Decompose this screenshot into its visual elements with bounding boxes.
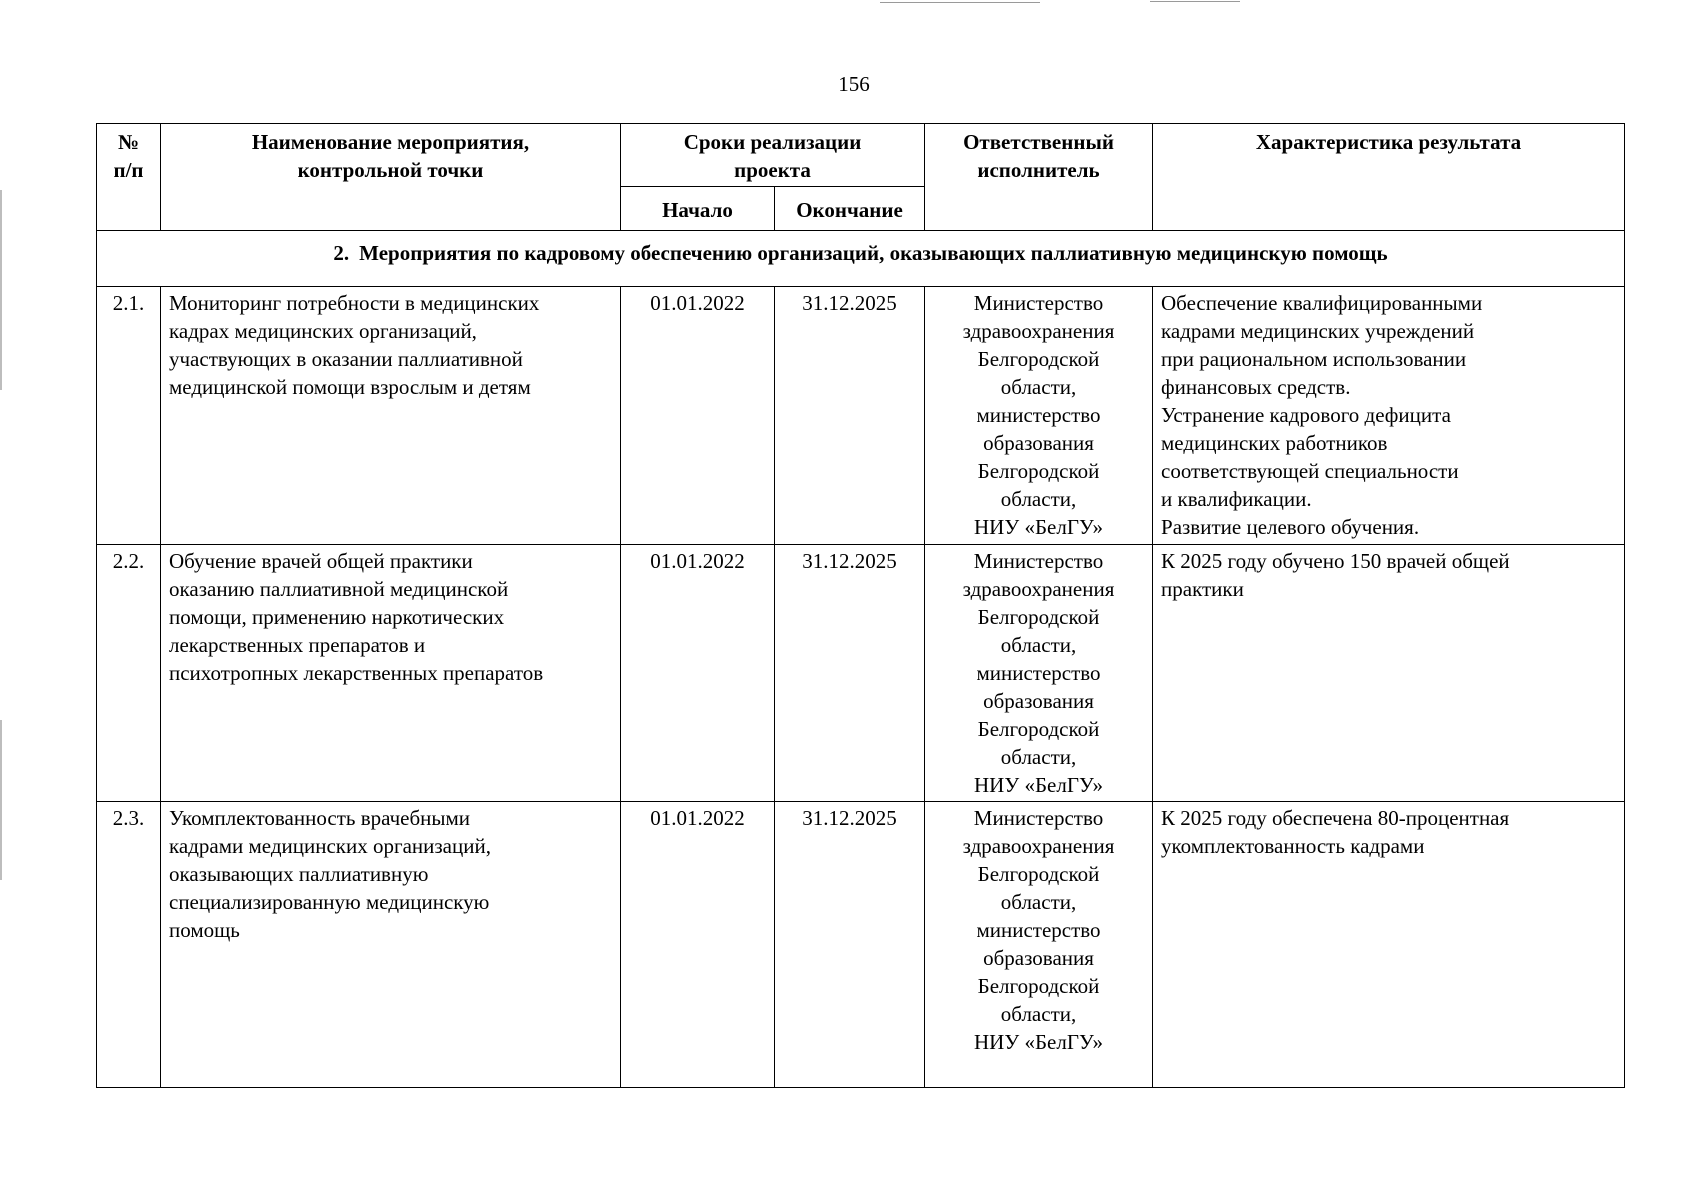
section-title-text: Мероприятия по кадровому обеспечению организаций, оказывающих паллиативную медицинскую помощь [359,241,1388,265]
table-header-row [97,124,1625,187]
scan-edge-left-2 [0,720,2,880]
header-end: Окончание [775,187,925,231]
row-end-date: 31.12.2025 [775,802,925,1088]
page-number: 156 [838,72,870,96]
header-name: Наименование мероприятия, контрольной точки [161,124,621,231]
row-name: Укомплектованность врачебными кадрами медицинских организаций, оказывающих паллиативную специализированную медицинскую помощь [161,802,621,1088]
scan-edge-left [0,190,2,390]
section-title [97,231,1625,287]
row-number: 2.3. [97,802,161,1088]
row-name: Обучение врачей общей практики оказанию паллиативной медицинской помощи, применению наркотических лекарственных препаратов и психотропных лекарственных препаратов [161,545,621,802]
row-name: Мониторинг потребности в медицинских кадрах медицинских организаций, участвующих в оказании паллиативной медицинской помощи взрослым и детям [161,287,621,545]
row-end-date: 31.12.2025 [775,545,925,802]
scan-mark-top [880,2,1040,3]
activities-table [96,123,1625,1088]
row-start-date: 01.01.2022 [621,802,775,1088]
row-number: 2.2. [97,545,161,802]
row-responsible: Министерство здравоохранения Белгородской области, министерство образования Белгородской области, НИУ «БелГУ» [925,802,1153,1088]
row-responsible: Министерство здравоохранения Белгородской области, министерство образования Белгородской области, НИУ «БелГУ» [925,287,1153,545]
section-row [97,231,1625,287]
header-period: Сроки реализации проекта [621,124,925,187]
row-start-date: 01.01.2022 [621,545,775,802]
table-row [97,545,1625,802]
scan-mark-top-2 [1150,1,1240,2]
header-num: № п/п [97,124,161,231]
table-row [97,287,1625,545]
row-result: Обеспечение квалифицированными кадрами медицинских учреждений при рациональном использовании финансовых средств. Устранение кадрового дефицита медицинских работников соответствующей специальности и квалификации. Развитие целевого обучения. [1153,287,1625,545]
row-responsible: Министерство здравоохранения Белгородской области, министерство образования Белгородской области, НИУ «БелГУ» [925,545,1153,802]
header-start: Начало [621,187,775,231]
header-result: Характеристика результата [1153,124,1625,231]
row-result: К 2025 году обучено 150 врачей общей практики [1153,545,1625,802]
row-result: К 2025 году обеспечена 80-процентная укомплектованность кадрами [1153,802,1625,1088]
row-number: 2.1. [97,287,161,545]
row-start-date: 01.01.2022 [621,287,775,545]
header-responsible: Ответственный исполнитель [925,124,1153,231]
section-number: 2. [333,241,350,265]
row-end-date: 31.12.2025 [775,287,925,545]
table-row [97,802,1625,1088]
